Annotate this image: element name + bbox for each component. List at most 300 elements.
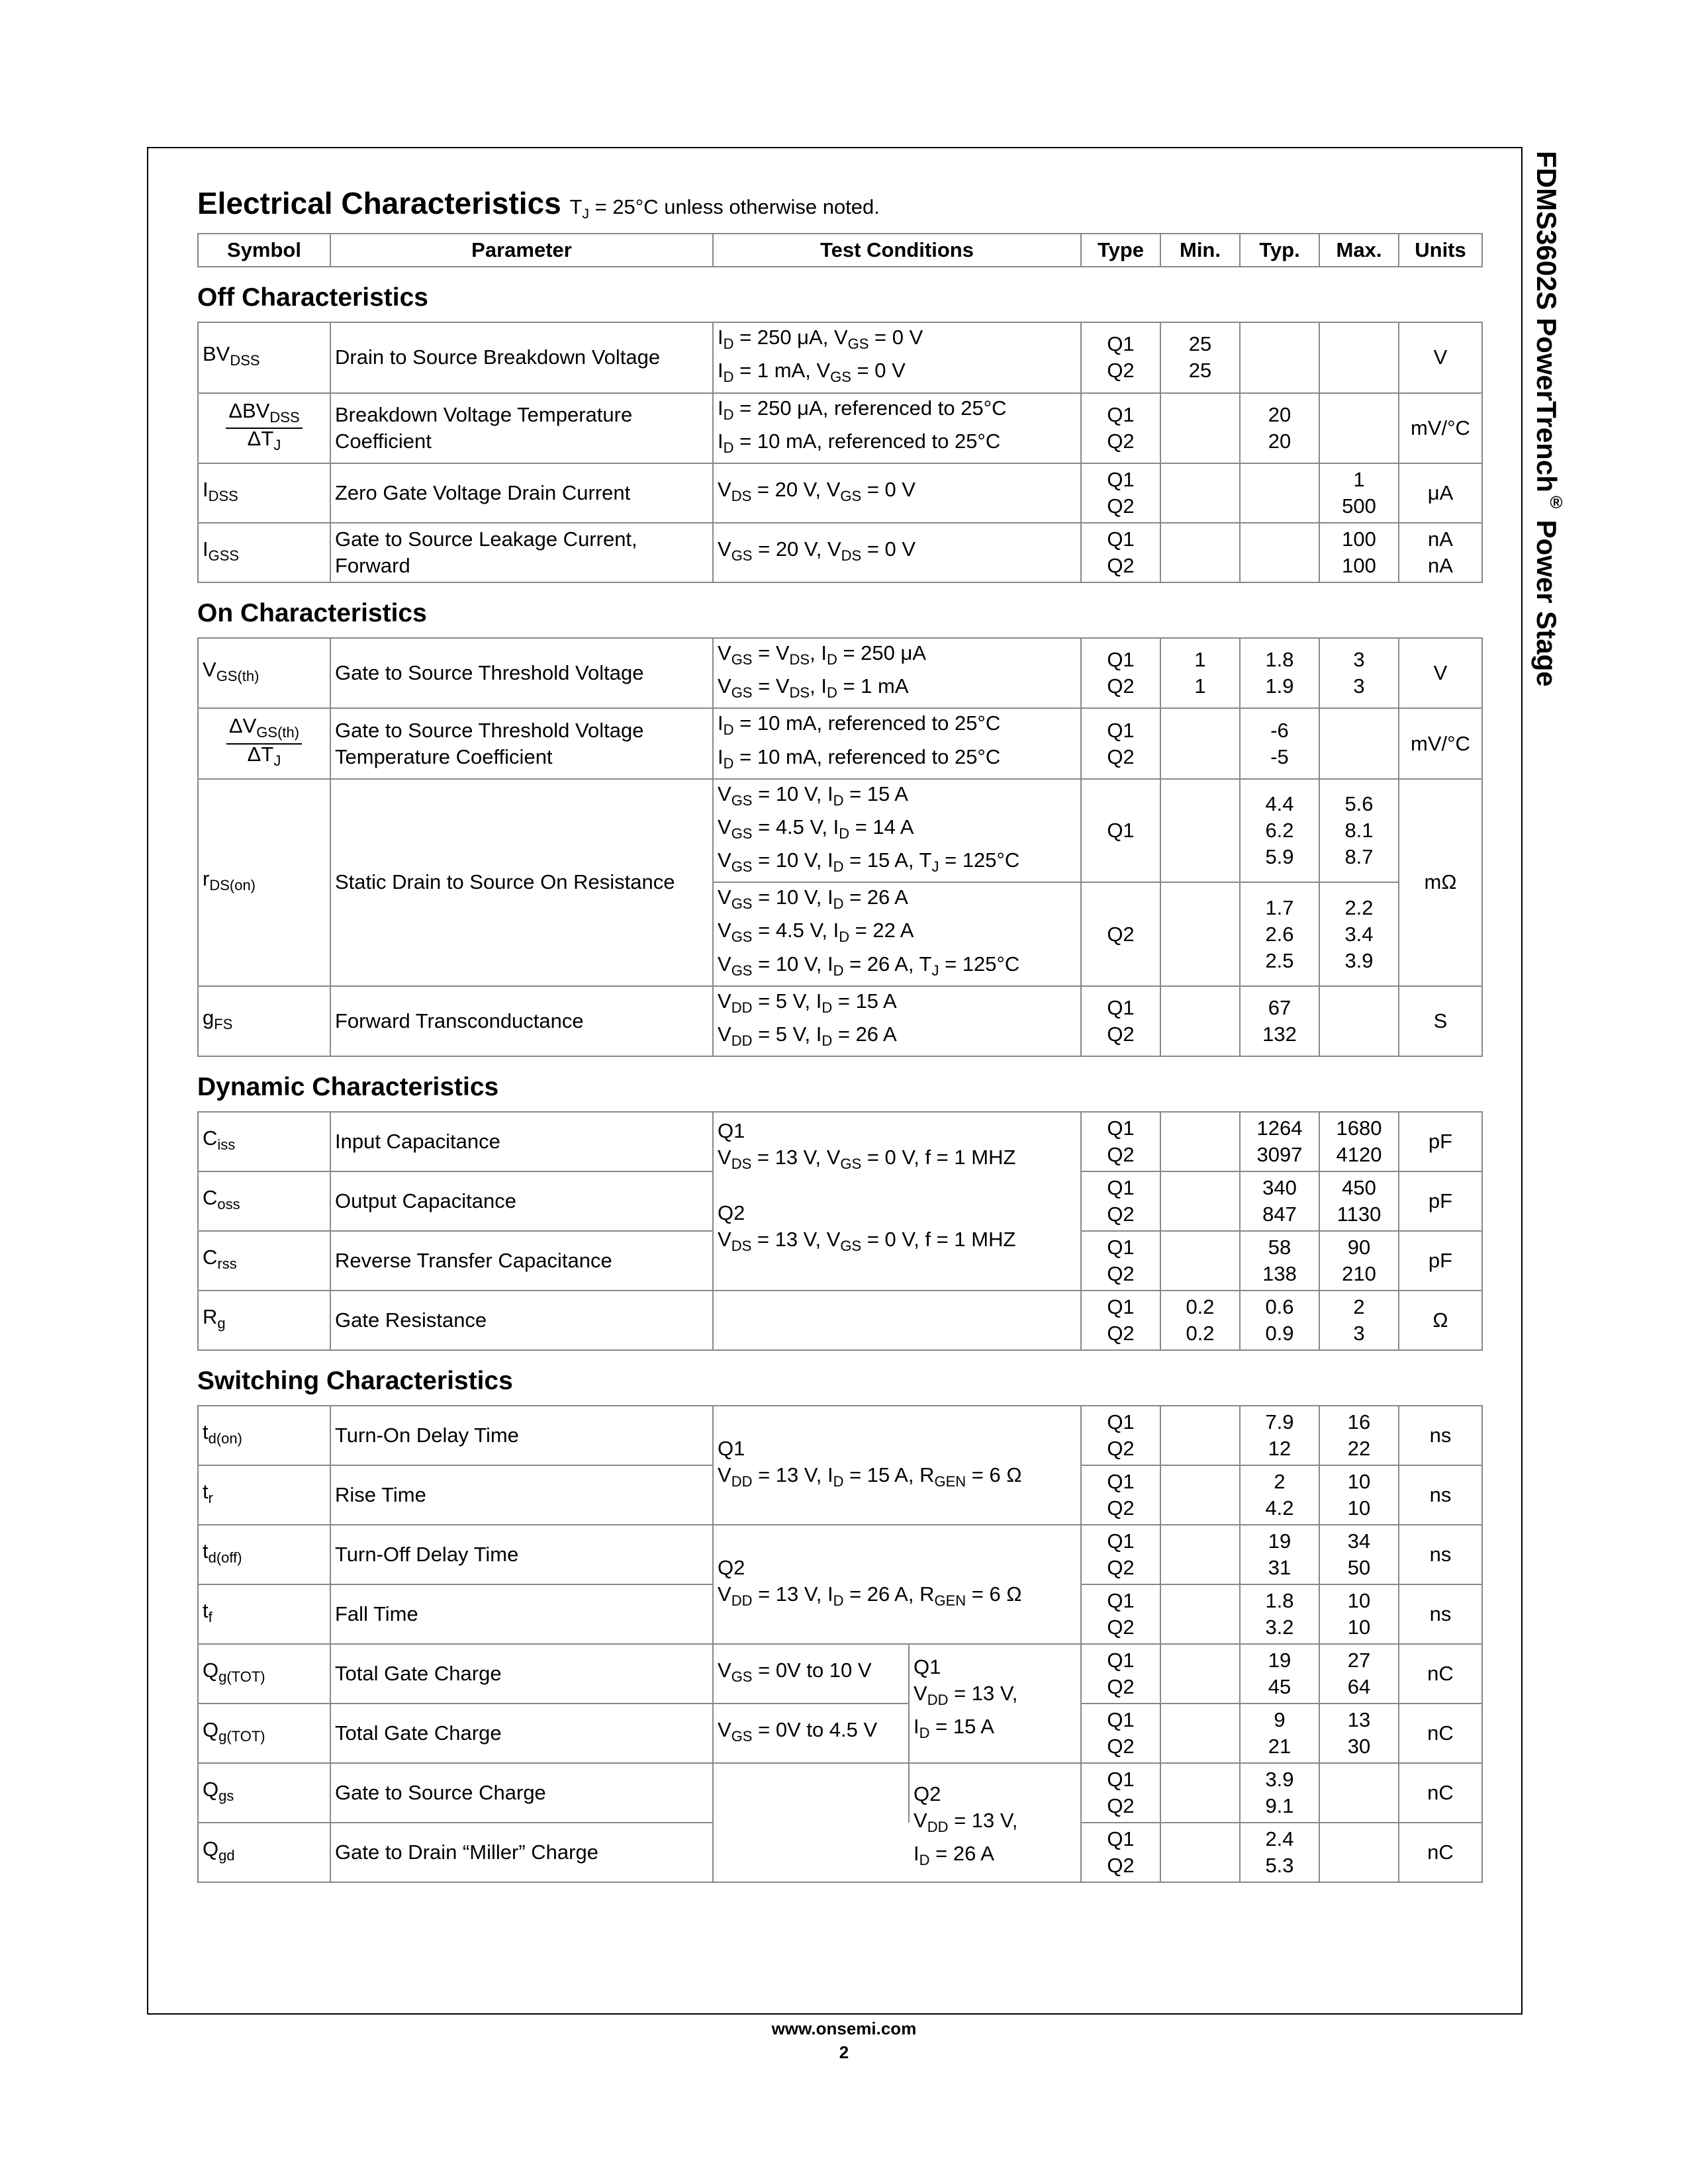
symbol (198, 523, 330, 582)
parameter: Gate to Source Threshold Voltage Temperature Coefficient (330, 708, 713, 778)
cell-text: Q2 (1107, 1496, 1135, 1520)
typ (1240, 708, 1319, 778)
subscript: D (826, 684, 837, 702)
cell-text: FDMS3602S PowerTrench (1531, 151, 1562, 492)
cell-text: Q1 (1107, 332, 1135, 356)
min (1160, 1763, 1240, 1823)
max (1319, 1231, 1399, 1291)
cell-text (198, 234, 1482, 267)
cell-text: $V_{GS} = 10$ V, $I_D = 26$ A, $T_J = 125^\circ C$ (718, 952, 1020, 979)
units: V (1399, 638, 1482, 708)
table-row (198, 638, 1482, 708)
type (1081, 463, 1160, 523)
cell-text: $V_{DD} = 13$ V, $I_D = 26$ A, $R_{GEN} = 6$ Ω (718, 1582, 1022, 1610)
symbol (198, 1291, 330, 1350)
cell-text: 100 (1342, 553, 1376, 577)
subscript: GS (731, 929, 753, 946)
type (1081, 986, 1160, 1056)
col-min: Min. (1160, 234, 1240, 267)
cell-text: ΔV (228, 714, 257, 738)
cell-text: 340 (1262, 1176, 1297, 1200)
subscript: DS(on) (209, 877, 256, 894)
subscript: DD (731, 1473, 753, 1490)
max (1319, 882, 1399, 986)
cell-text: Q2 (1107, 553, 1135, 577)
subscript: D (833, 792, 844, 809)
table-row (198, 1406, 1482, 1465)
col-symbol: Symbol (198, 234, 330, 267)
subscript: GS (731, 792, 753, 809)
symbol (198, 463, 330, 523)
units: mV/°C (1399, 708, 1482, 778)
cell-text: Q1 (1107, 718, 1135, 742)
units: pF (1399, 1231, 1482, 1291)
subscript: D (833, 858, 844, 876)
units: ns (1399, 1525, 1482, 1584)
symbol (198, 393, 330, 463)
cell-text: C (203, 1126, 218, 1150)
header-table (197, 233, 1483, 267)
subscript: g (217, 1315, 226, 1332)
subscript: GS (731, 825, 753, 842)
cell-text: $V_{GS} = 10$ V, $I_D = 26$ A (718, 886, 908, 913)
cell-text: 5.3 (1265, 1854, 1294, 1878)
parameter: Drain to Source Breakdown Voltage (330, 322, 713, 392)
max (1319, 1406, 1399, 1465)
subscript: J (931, 962, 939, 979)
subscript: gd (218, 1847, 235, 1864)
type (1081, 1644, 1160, 1704)
subscript: DS (789, 684, 810, 702)
dynamic-table (197, 1111, 1483, 1351)
cell-text: Q2 (1107, 1203, 1135, 1226)
cell-text: ΔT (247, 426, 274, 450)
typ (1240, 1525, 1319, 1584)
cell-text: 500 (1342, 494, 1376, 518)
conditions (713, 1644, 909, 1704)
table-row (198, 708, 1482, 778)
subscript: DS (841, 547, 862, 565)
typ (1240, 779, 1319, 883)
parameter: Gate to Source Threshold Voltage (330, 638, 713, 708)
conditions (713, 1112, 1081, 1291)
symbol (198, 1171, 330, 1231)
cell-text: $V_{GS} = V_{DS}$, $I_D = 1$ mA (718, 674, 909, 702)
units: Ω (1399, 1291, 1482, 1350)
section-off-title: Off Characteristics (197, 283, 428, 312)
cell-text: $I_D = 1$ mA, $V_{GS} = 0$ V (718, 359, 906, 386)
type (1081, 322, 1160, 392)
subscript: r (208, 1490, 213, 1507)
table-row (198, 986, 1482, 1056)
max (1319, 708, 1399, 778)
min (1160, 986, 1240, 1056)
subscript: d(on) (208, 1430, 242, 1447)
subscript: GS (731, 895, 753, 913)
parameter: Fall Time (330, 1584, 713, 1644)
parameter: Gate Resistance (330, 1291, 713, 1350)
units: nC (1399, 1644, 1482, 1704)
off-table (197, 322, 1483, 583)
parameter: Gate to Source Charge (330, 1763, 713, 1823)
max (1319, 1291, 1399, 1350)
cell-text: 9.1 (1265, 1794, 1294, 1818)
subscript: J (273, 436, 281, 453)
cell-text: 30 (1347, 1735, 1371, 1758)
type (1081, 1525, 1160, 1584)
cell-text: $V_{GS} = 4.5$ V, $I_D = 22$ A (718, 919, 914, 946)
min (1160, 708, 1240, 778)
subscript: DS (731, 488, 752, 505)
typ (1240, 463, 1319, 523)
conditions (713, 1406, 1081, 1525)
subscript: DD (731, 1032, 753, 1050)
subscript: GEN (934, 1592, 966, 1610)
cell-text: Q1 (1107, 1116, 1135, 1140)
cell-text: $V_{DD} = 13$ V, (914, 1809, 1018, 1836)
switching-table (197, 1405, 1483, 1883)
max (1319, 638, 1399, 708)
typ (1240, 523, 1319, 582)
cell-text: C (203, 1246, 218, 1269)
typ (1240, 1763, 1319, 1823)
cell-text: $V_{DD} = 5$ V, $I_D = 15$ A (718, 989, 897, 1016)
max (1319, 779, 1399, 883)
cell-text: Q1 (1107, 1589, 1135, 1613)
cell-text: 3 (1353, 1322, 1365, 1345)
table-row (198, 1823, 1482, 1882)
cell-text: Q1 (1107, 1827, 1135, 1851)
cell-text: $V_{GS} = V_{DS}$, $I_D = 250$ μA (718, 641, 927, 668)
units (1399, 523, 1482, 582)
subscript: g(TOT) (218, 1668, 265, 1686)
cell-text: Q2 (1107, 1437, 1135, 1461)
cell-text: $V_{GS} = 4.5$ V, $I_D = 14$ A (718, 815, 914, 842)
type (1081, 1406, 1160, 1465)
typ (1240, 986, 1319, 1056)
cell-text: Q1 (1107, 1295, 1135, 1319)
subscript: DD (927, 1692, 949, 1709)
cell-text: Q2 (1107, 1615, 1135, 1639)
cell-text: 1.8 (1265, 1589, 1294, 1613)
cell-text: Q1 (1107, 1410, 1135, 1434)
footer-page-number: 2 (839, 2042, 849, 2062)
cell-text: Q2 (1107, 359, 1135, 383)
cell-text: Electrical Characteristics (197, 186, 561, 220)
symbol (198, 986, 330, 1056)
type (1081, 1704, 1160, 1763)
cell-text: 10 (1347, 1470, 1371, 1494)
cell-text: ® (1546, 492, 1566, 512)
col-type: Type (1081, 234, 1160, 267)
type (1081, 1231, 1160, 1291)
cell-text: Q2 (1107, 1735, 1135, 1758)
typ (1240, 1291, 1319, 1350)
cell-text: 1680 (1336, 1116, 1382, 1140)
cell-text: Q1 (1107, 648, 1135, 672)
min (1160, 1171, 1240, 1231)
cell-text: Q2 (1107, 1322, 1135, 1345)
max (1319, 1584, 1399, 1644)
cell-text: 5.9 (1265, 844, 1294, 868)
cell-text: Q1 (718, 1437, 745, 1461)
subscript: GS (840, 1238, 862, 1255)
type: Q1 (1081, 779, 1160, 883)
section-on-title: On Characteristics (197, 598, 427, 627)
cell-text: $V_{GS} = 10$ V, $I_D = 15$ A, $T_J = 125^\circ C$ (718, 848, 1020, 876)
conditions (713, 523, 1081, 582)
table-row (198, 1525, 1482, 1584)
table-row (198, 779, 1482, 883)
parameter: Rise Time (330, 1465, 713, 1525)
cell-text: $I_D = 15$ A (914, 1715, 994, 1742)
parameter: Turn-Off Delay Time (330, 1525, 713, 1584)
typ (1240, 638, 1319, 708)
cell-text: 2.5 (1265, 948, 1294, 972)
units: S (1399, 986, 1482, 1056)
cell-text: Q2 (718, 1556, 745, 1580)
cell-text: 4.4 (1265, 792, 1294, 815)
cell-text: $V_{GS} = 0V$ to 10 V (718, 1659, 872, 1686)
symbol (198, 1112, 330, 1171)
section-dynamic-title: Dynamic Characteristics (197, 1073, 499, 1102)
subscript: GS (731, 651, 753, 668)
typ (1240, 393, 1319, 463)
subscript: GS (847, 336, 869, 353)
col-test-conditions: Test Conditions (713, 234, 1081, 267)
typ (1240, 1406, 1319, 1465)
symbol (198, 1406, 330, 1465)
cell-text (226, 742, 302, 771)
conditions (713, 779, 1081, 883)
parameter: Static Drain to Source On Resistance (330, 779, 713, 986)
subscript: GS (830, 369, 851, 386)
cell-text: 10 (1347, 1615, 1371, 1639)
symbol (198, 1763, 330, 1823)
conditions-q2 (909, 1763, 1081, 1882)
cell-text: 25 (1188, 332, 1212, 356)
conditions-q1 (909, 1644, 1081, 1763)
cell-text: 0.2 (1186, 1295, 1215, 1319)
cell-text: 64 (1347, 1675, 1371, 1699)
conditions (713, 708, 1081, 778)
cell-text: Q1 (1107, 1529, 1135, 1553)
subscript: D (821, 1032, 833, 1050)
symbol (198, 638, 330, 708)
cell-text: $I_D = 250$ μA, referenced to 25°C (718, 396, 1007, 423)
min (1160, 1291, 1240, 1350)
cell-text (226, 716, 302, 770)
units: pF (1399, 1112, 1482, 1171)
cell-text: 22 (1347, 1437, 1371, 1461)
min (1160, 1465, 1240, 1525)
typ (1240, 1465, 1319, 1525)
cell-text: 10 (1347, 1589, 1371, 1613)
subscript: GS (731, 684, 753, 702)
subscript: g(TOT) (218, 1728, 265, 1745)
cell-text: 3.9 (1344, 948, 1374, 972)
cell-text: t (203, 1480, 209, 1504)
cell-text: 1264 (1256, 1116, 1303, 1140)
min (1160, 882, 1240, 986)
subscript: D (839, 929, 850, 946)
cell-text: T (569, 195, 583, 218)
typ (1240, 1171, 1319, 1231)
cell-text: Q1 (1107, 527, 1135, 551)
min (1160, 1406, 1240, 1465)
cell-text: 34 (1347, 1529, 1371, 1553)
subscript: GS (731, 962, 753, 979)
cell-text: Q1 (1107, 1649, 1135, 1672)
table-row (198, 1291, 1482, 1350)
cell-text (226, 398, 302, 455)
cell-text: 8.7 (1344, 844, 1374, 868)
cell-text: ΔBV (228, 398, 270, 422)
cell-text: Q2 (1107, 1023, 1135, 1046)
cell-text: 16 (1347, 1410, 1371, 1434)
typ (1240, 1823, 1319, 1882)
cell-text: 0.9 (1265, 1322, 1294, 1345)
cell-text: -6 (1270, 718, 1289, 742)
conditions (713, 1291, 1081, 1350)
parameter: Zero Gate Voltage Drain Current (330, 463, 713, 523)
max (1319, 1704, 1399, 1763)
parameter: Gate to Source Leakage Current, Forward (330, 523, 713, 582)
subscript: GS (731, 1668, 753, 1686)
type (1081, 708, 1160, 778)
subscript: GS(th) (256, 724, 300, 741)
cell-text: C (203, 1186, 218, 1210)
cell-text: R (203, 1305, 218, 1329)
parameter: Input Capacitance (330, 1112, 713, 1171)
subscript: GS (840, 488, 862, 505)
cell-text: Q2 (1107, 1794, 1135, 1818)
cell-text: Q1 (1107, 1768, 1135, 1792)
cell-text: 138 (1262, 1262, 1297, 1286)
cell-text: ΔT (247, 742, 274, 766)
type (1081, 1823, 1160, 1882)
cell-text: 1.8 (1265, 648, 1294, 672)
conditions (713, 986, 1081, 1056)
cell-text: $I_D = 10$ mA, referenced to 25°C (718, 711, 1001, 739)
subscript: D (723, 336, 734, 353)
cell-text: t (203, 1599, 209, 1623)
units: mΩ (1399, 779, 1482, 986)
cell-text: $V_{DS} = 13$ V, $V_{GS} = 0$ V, f = 1 MHZ (718, 1228, 1016, 1255)
subscript: J (582, 206, 589, 222)
symbol (198, 1644, 330, 1704)
subscript: f (208, 1609, 212, 1626)
max (1319, 1465, 1399, 1525)
cell-text: V (203, 658, 216, 682)
type (1081, 1171, 1160, 1231)
cell-text: 1 (1194, 648, 1206, 672)
subscript: DS (731, 1238, 752, 1255)
cell-text: 2.4 (1265, 1827, 1294, 1851)
cell-text: 4120 (1336, 1143, 1382, 1167)
cell-text: $I_D = 250$ μA, $V_{GS} = 0$ V (718, 326, 923, 353)
typ (1240, 1584, 1319, 1644)
subscript: D (919, 1725, 930, 1742)
cell-text: = 25°C unless otherwise noted. (588, 195, 880, 218)
cell-text: Q1 (914, 1655, 941, 1679)
max (1319, 1644, 1399, 1704)
type (1081, 1763, 1160, 1823)
symbol (198, 1584, 330, 1644)
type (1081, 523, 1160, 582)
cell-text: 132 (1262, 1023, 1297, 1046)
cell-text: 3.4 (1344, 922, 1374, 946)
cell-text: Q (203, 1778, 219, 1801)
cell-text: $V_{GS} = 0V$ to 4.5 V (718, 1718, 878, 1745)
cell-text: $I_D = 26$ A (914, 1842, 994, 1869)
max (1319, 393, 1399, 463)
cell-text: Q (203, 1718, 219, 1742)
max (1319, 1763, 1399, 1823)
max (1319, 523, 1399, 582)
cell-text: 3 (1353, 648, 1365, 672)
type (1081, 1465, 1160, 1525)
subscript: d(off) (208, 1549, 242, 1567)
cell-text: $V_{DD} = 13$ V, (914, 1682, 1018, 1709)
cell-text: $I_D = 10$ mA, referenced to 25°C (718, 745, 1001, 772)
cell-text: 3097 (1256, 1143, 1303, 1167)
cell-text: Q1 (1107, 996, 1135, 1019)
cell-text: 19 (1268, 1649, 1291, 1672)
cell-text: 210 (1342, 1262, 1376, 1286)
units: nC (1399, 1823, 1482, 1882)
cell-text: 0.6 (1265, 1295, 1294, 1319)
type: Q2 (1081, 882, 1160, 986)
cell-text (569, 195, 880, 222)
cell-text: 50 (1347, 1556, 1371, 1580)
parameter: Reverse Transfer Capacitance (330, 1231, 713, 1291)
cell-text: 25 (1188, 359, 1212, 383)
cell-text: 3 (1353, 674, 1365, 698)
conditions (713, 1704, 909, 1763)
cell-text: Q2 (1107, 1143, 1135, 1167)
subscript: iss (217, 1136, 236, 1154)
units: mV/°C (1399, 393, 1482, 463)
units: pF (1399, 1171, 1482, 1231)
cell-text: 2 (1274, 1470, 1286, 1494)
cell-text: 2 (1353, 1295, 1365, 1319)
symbol (198, 779, 330, 986)
symbol (198, 1231, 330, 1291)
cell-text: 20 (1268, 429, 1291, 453)
cell-text: I (203, 477, 209, 501)
cell-text: $V_{DS} = 13$ V, $V_{GS} = 0$ V, f = 1 MHZ (718, 1146, 1016, 1173)
cell-text: Q (203, 1659, 219, 1682)
cell-text: Power Stage (1531, 512, 1562, 687)
symbol (198, 1704, 330, 1763)
cell-text: Q1 (1107, 402, 1135, 426)
footer-url: www.onsemi.com (771, 2019, 917, 2038)
type (1081, 1291, 1160, 1350)
symbol (198, 1823, 330, 1882)
cell-text: 2.6 (1265, 922, 1294, 946)
subscript: rss (217, 1255, 237, 1273)
subscript: D (723, 754, 734, 772)
cell-text (226, 716, 302, 744)
min (1160, 638, 1240, 708)
conditions (713, 882, 1081, 986)
cell-text: t (203, 1539, 209, 1563)
cell-text: 100 (1342, 527, 1376, 551)
on-table (197, 637, 1483, 1057)
cell-text: Q2 (1107, 1854, 1135, 1878)
table-row (198, 1704, 1482, 1763)
